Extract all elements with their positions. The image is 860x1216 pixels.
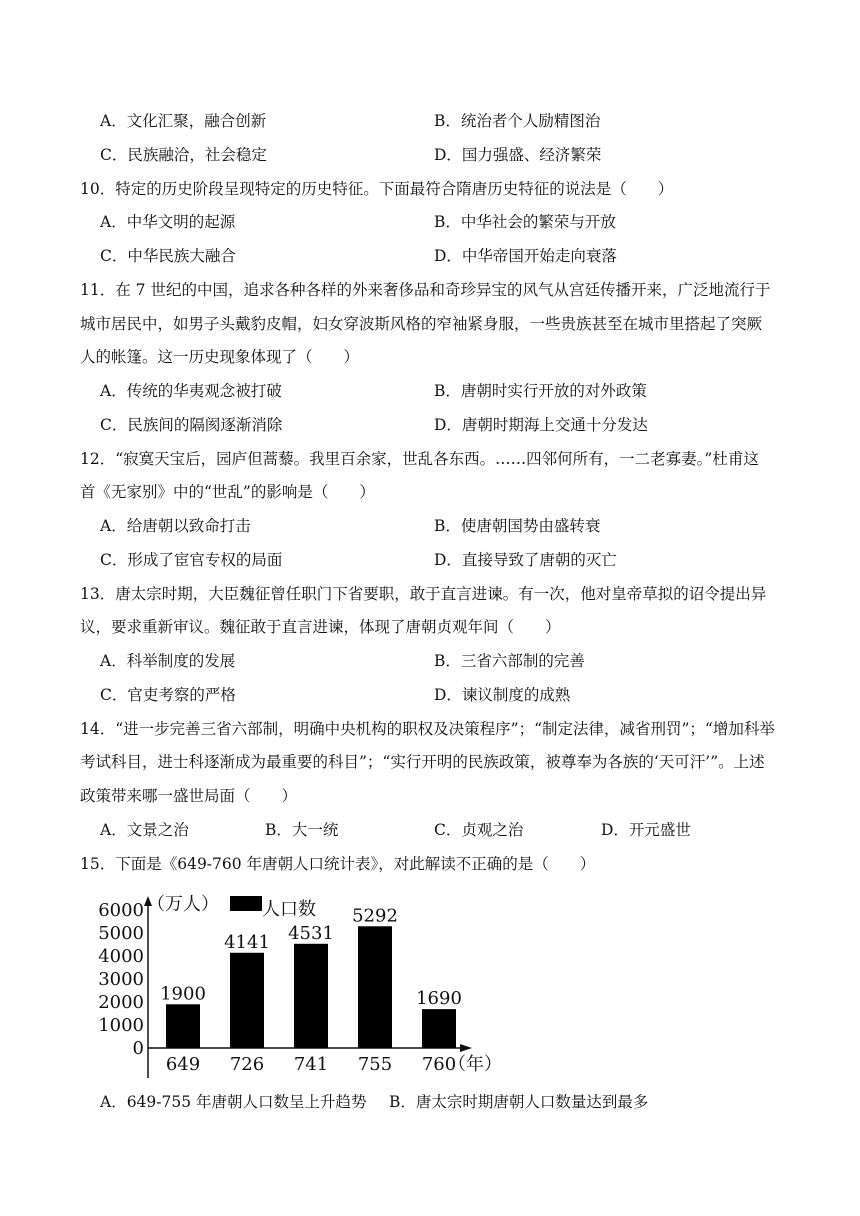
x-tick-label-755: 755 (357, 1054, 393, 1075)
q12-option-d: D．直接导致了唐朝的灭亡 (434, 551, 617, 569)
y-tick-label: 0 (132, 1038, 144, 1059)
bar-755 (358, 926, 392, 1048)
option-a: A．文化汇聚，融合创新 (100, 112, 267, 130)
q14-option-d: D．开元盛世 (601, 821, 691, 839)
question-11-stem-line-3: 人的帐篷。这一历史现象体现了（ ） (80, 348, 360, 366)
q11-option-a: A．传统的华夷观念被打破 (100, 382, 282, 400)
population-bar-chart (92, 888, 522, 1078)
y-tick-label: 2000 (98, 992, 144, 1013)
option-c: C．民族融洽，社会稳定 (100, 146, 267, 164)
q10-option-c: C．中华民族大融合 (100, 247, 236, 265)
y-tick-label: 1000 (98, 1015, 144, 1036)
q14-option-a: A．文景之治 (100, 821, 189, 839)
question-13-stem-line-1: 13．唐太宗时期，大臣魏征曾任职门下省要职，敢于直言进谏。有一次，他对皇帝草拟的诏令提出异 (80, 585, 767, 603)
bar-649 (166, 1004, 200, 1048)
x-tick-label-760: 760 (421, 1054, 457, 1075)
q12-option-b: B．使唐朝国势由盛转衰 (434, 517, 601, 535)
question-11-stem-line-1: 11．在 7 世纪的中国，追求各种各样的外来奢侈品和奇珍异宝的风气从宫廷传播开来，广泛地流行于 (80, 281, 771, 299)
y-tick-label: 6000 (98, 900, 144, 921)
q13-option-d: D．谏议制度的成熟 (434, 686, 571, 704)
bar-760 (422, 1009, 456, 1048)
y-tick-label: 3000 (98, 969, 144, 990)
question-12-stem-line-1: 12．“寂寞天宝后，园庐但蒿藜。我里百余家，世乱各东西。……四邻何所有，一二老寡妻。”杜甫这 (80, 450, 759, 468)
question-12-stem-line-2: 首《无家别》中的“世乱”的影响是（ ） (80, 483, 375, 501)
q13-option-a: A．科举制度的发展 (100, 652, 236, 670)
question-11-stem-line-2: 城市居民中，如男子头戴豹皮帽，妇女穿波斯风格的窄袖紧身服，一些贵族甚至在城市里搭起了突厥 (80, 315, 763, 333)
q10-option-a: A．中华文明的起源 (100, 213, 236, 231)
data-label-755: 5292 (352, 905, 398, 927)
q13-option-b: B．三省六部制的完善 (434, 652, 585, 670)
q11-option-c: C．民族间的隔阂逐渐消除 (100, 416, 283, 434)
legend-swatch (230, 896, 262, 911)
y-tick-labels (98, 900, 144, 1059)
data-label-741: 4531 (288, 922, 334, 944)
bar-741 (294, 944, 328, 1048)
q13-option-c: C．官吏考察的严格 (100, 686, 236, 704)
legend-label: 人口数 (262, 899, 316, 920)
x-tick-label-741: 741 (293, 1054, 329, 1075)
x-axis-unit-label: （年） (448, 1054, 502, 1075)
q10-option-d: D．中华帝国开始走向衰落 (434, 247, 617, 265)
x-tick-label-726: 726 (229, 1054, 265, 1075)
y-tick-label: 5000 (98, 923, 144, 944)
q14-option-b: B．大一统 (265, 821, 339, 839)
q11-option-d: D．唐朝时期海上交通十分发达 (434, 416, 648, 434)
option-b: B．统治者个人励精图治 (434, 112, 601, 130)
data-label-649: 1900 (160, 983, 206, 1005)
question-14-stem-line-3: 政策带来哪一盛世局面（ ） (80, 787, 298, 805)
q15-option-b: B．唐太宗时期唐朝人口数量达到最多 (389, 1093, 649, 1111)
q11-option-b: B．唐朝时实行开放的对外政策 (434, 382, 647, 400)
bars (160, 905, 462, 1048)
x-tick-label-649: 649 (165, 1054, 201, 1075)
question-13-stem-line-2: 议，要求重新审议。魏征敢于直言进谏，体现了唐朝贞观年间（ ） (80, 618, 561, 636)
option-d: D．国力强盛、经济繁荣 (434, 146, 602, 164)
x-axis-arrow (460, 1044, 472, 1052)
x-tick-labels (166, 1054, 456, 1075)
data-label-760: 1690 (416, 988, 462, 1010)
y-axis-unit-label: （万人） (147, 894, 219, 915)
y-tick-label: 4000 (98, 946, 144, 967)
q12-option-a: A．给唐朝以致命打击 (100, 517, 251, 535)
question-15-stem: 15．下面是《649-760 年唐朝人口统计表》，对此解读不正确的是（ ） (80, 855, 596, 873)
q12-option-c: C．形成了宦官专权的局面 (100, 551, 283, 569)
question-14-stem-line-2: 考试科目，进士科逐渐成为最重要的科目”；“实行开明的民族政策，被尊奉为各族的‘天可汗’”。上述 (80, 753, 765, 771)
q15-option-a: A．649-755 年唐朝人口数呈上升趋势 (100, 1093, 367, 1111)
q10-option-b: B．中华社会的繁荣与开放 (434, 213, 616, 231)
question-14-stem-line-1: 14．“进一步完善三省六部制，明确中央机构的职权及决策程序”；“制定法律，减省刑罚”；“增加科举 (80, 720, 775, 738)
q14-option-c: C．贞观之治 (434, 821, 524, 839)
question-10-stem: 10．特定的历史阶段呈现特定的历史特征。下面最符合隋唐历史特征的说法是（ ） (80, 180, 674, 198)
data-label-726: 4141 (224, 931, 270, 953)
bar-726 (230, 953, 264, 1048)
